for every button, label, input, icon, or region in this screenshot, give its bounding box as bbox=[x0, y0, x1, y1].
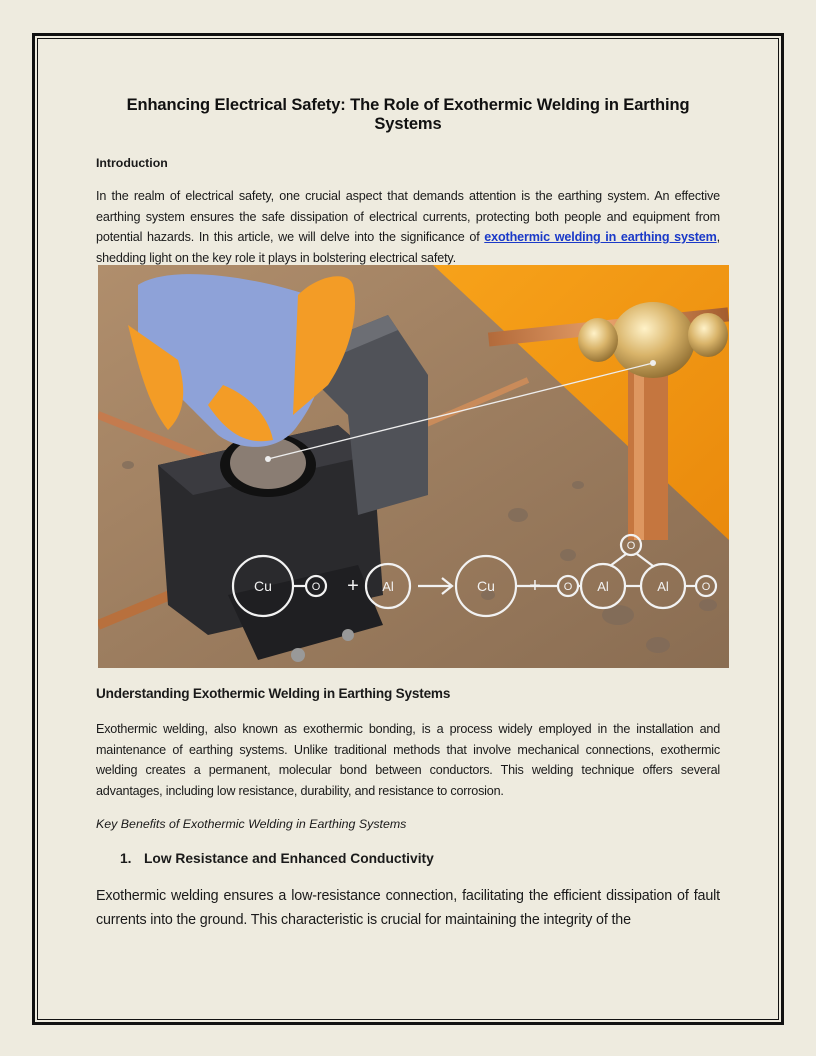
reaction-plus-1: + bbox=[347, 575, 359, 597]
section-heading-understanding: Understanding Exothermic Welding in Earthing Systems bbox=[96, 686, 451, 701]
reaction-o-top: O bbox=[626, 540, 636, 552]
intro-text-before: In the realm of electrical safety, one crucial aspect that demands attention is the earthing system. An effective earthing system ensures the safe dissipation of electrical currents, protecting both people and equipment from potential hazards. In this article, we will delve into the significance of bbox=[96, 189, 720, 245]
list-item-label: Low Resistance and Enhanced Conductivity bbox=[144, 851, 434, 866]
reaction-plus-2: + bbox=[529, 575, 541, 597]
section-paragraph-understanding: Exothermic welding, also known as exothermic bonding, is a process widely employed in the installation and maintenance of earthing systems. Unlike traditional methods that involve mechanical connections, exothermic welding creates a permanent, molecular bond between conductors. This welding technique offers several advantages, including low resistance, durability, and resistance to corrosion. bbox=[96, 722, 720, 798]
benefits-subheading: Key Benefits of Exothermic Welding in Earthing Systems bbox=[96, 817, 407, 831]
reaction-cu-left: Cu bbox=[254, 578, 272, 594]
exothermic-welding-photo bbox=[98, 265, 729, 668]
reaction-o-1: O bbox=[311, 581, 321, 593]
reaction-o-2: O bbox=[563, 581, 573, 593]
reaction-cu-right: Cu bbox=[477, 578, 495, 594]
list-item-number: 1. bbox=[120, 851, 132, 866]
reaction-al-right: Al bbox=[657, 579, 669, 594]
intro-paragraph bbox=[96, 186, 720, 268]
reaction-al-mid: Al bbox=[597, 579, 609, 594]
intro-text-after: , shedding light on the key role it plays in bolstering electrical safety. bbox=[96, 230, 720, 265]
list-item-1-title bbox=[120, 851, 434, 866]
reaction-o-3: O bbox=[701, 581, 711, 593]
intro-heading: Introduction bbox=[96, 156, 168, 170]
document-title: Enhancing Electrical Safety: The Role of Exothermic Welding in Earthing Systems bbox=[126, 96, 690, 133]
document-body bbox=[96, 96, 720, 268]
list-item-1-paragraph: Exothermic welding ensures a low-resistance connection, facilitating the efficient dissipation of fault currents into the ground. This characteristic is crucial for maintaining the integrity of the bbox=[96, 888, 720, 928]
exothermic-welding-link[interactable]: exothermic welding in earthing system bbox=[484, 230, 717, 245]
reaction-al-left: Al bbox=[382, 579, 394, 594]
